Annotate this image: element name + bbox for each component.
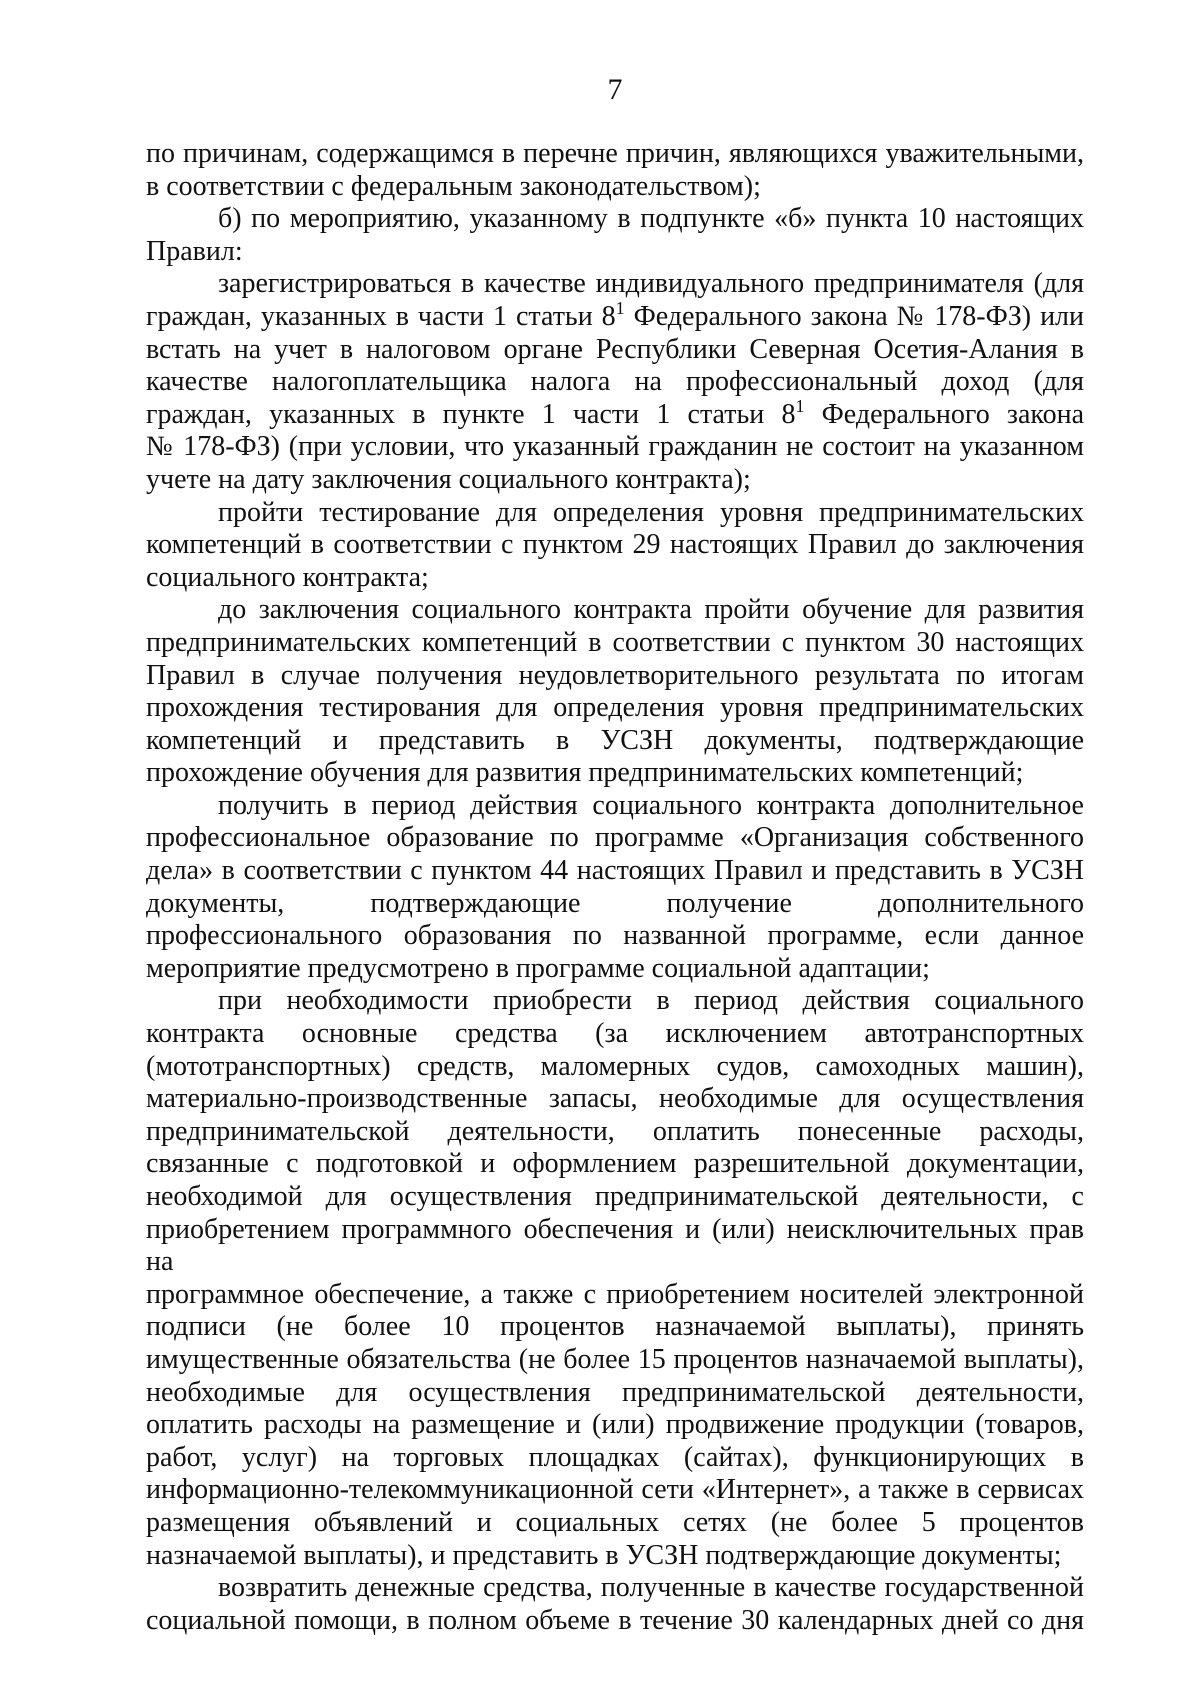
paragraph-acquire-assets xyxy=(146,985,1084,1572)
text-line: необходимой для осуществления предпринимательской деятельности, с xyxy=(146,1181,1084,1212)
text-line: граждан, указанных в части 1 статьи $8^1$ Федерального закона № 178-ФЗ) или xyxy=(146,297,1085,332)
text-line: необходимые для осуществления предпринимательской деятельности, xyxy=(146,1376,1084,1408)
text-line: в соответствии с федеральным законодательством); xyxy=(146,170,761,202)
text-line: до заключения социального контракта пройти обучение для развития xyxy=(218,594,1084,626)
text-line: предпринимательской деятельности, оплатить понесенные расходы, xyxy=(146,1115,1084,1147)
text-line: прохождение обучения для развития предпринимательских компетенций; xyxy=(146,757,1024,789)
text-line: компетенций и представить в УСЗН документы, подтверждающие xyxy=(146,724,1084,756)
paragraph-return-funds xyxy=(146,1572,1084,1637)
text-line: возвратить денежные средства, полученные в качестве государственной xyxy=(218,1572,1084,1604)
text-line: назначаемой выплаты), и представить в УСЗН подтверждающие документы; xyxy=(146,1539,1062,1571)
text-line: материально-производственные запасы, необходимые для осуществления xyxy=(146,1083,1084,1115)
text-line: профессионального образования по названной программе, если данное xyxy=(146,920,1084,952)
text-line: связанные с подготовкой и оформлением разрешительной документации, xyxy=(146,1148,1084,1180)
superscript-one: 1 xyxy=(615,297,625,318)
text-line: зарегистрироваться в качестве индивидуального предпринимателя (для xyxy=(218,268,1084,300)
text-line: контракта основные средства (за исключением автотранспортных xyxy=(146,1018,1084,1050)
superscript-one: 1 xyxy=(795,395,805,416)
text-line: предпринимательских компетенций в соответствии с пунктом 30 настоящих xyxy=(146,626,1084,658)
text-line: пройти тестирование для определения уровня предпринимательских xyxy=(218,496,1084,528)
text-line: прохождения тестирования для определения уровня предпринимательских xyxy=(146,692,1084,724)
text-line: информационно-телекоммуникационной сети «Интернет», а также в сервисах xyxy=(146,1474,1084,1506)
text-line: социальной помощи, в полном объеме в течение 30 календарных дней со дня xyxy=(146,1604,1084,1636)
text-line: оплатить расходы на размещение и (или) продвижение продукции (товаров, xyxy=(146,1409,1084,1441)
text-line: приобретением программного обеспечения и (или) неисключительных прав на xyxy=(146,1213,1084,1278)
text-line: работ, услуг) на торговых площадках (сайтах), функционирующих в xyxy=(146,1441,1084,1473)
page-number: 7 xyxy=(607,73,623,106)
text-line: имущественные обязательства (не более 15 процентов назначаемой выплаты), xyxy=(146,1343,1084,1375)
text-line: социального контракта; xyxy=(146,561,429,593)
text-line: качестве налогоплательщика налога на профессиональный доход (для xyxy=(146,366,1084,398)
text-line: (мототранспортных) средств, маломерных судов, самоходных машин), xyxy=(146,1050,1084,1082)
paragraph-register-entrepreneur xyxy=(146,268,1084,496)
text-line: по причинам, содержащимся в перечне причин, являющихся уважительными, xyxy=(146,138,1084,169)
text-line: профессиональное образование по программе «Организация собственного xyxy=(146,822,1084,854)
text-line: документы, подтверждающие получение дополнительного xyxy=(146,887,1084,919)
text-line: граждан, указанных в пункте 1 части 1 статьи $8^1$ Федерального закона xyxy=(146,395,1085,430)
text-line: компетенций в соответствии с пунктом 29 настоящих Правил до заключения xyxy=(146,529,1084,561)
text-line: размещения объявлений и социальных сетях (не более 5 процентов xyxy=(146,1506,1084,1538)
paragraph-training xyxy=(146,594,1084,790)
text-line: Правил: xyxy=(146,235,243,267)
paragraph-subitem-b xyxy=(146,203,1084,268)
text-line: программное обеспечение, а также с приобретением носителей электронной xyxy=(146,1278,1084,1310)
text-line: подписи (не более 10 процентов назначаемой выплаты), принять xyxy=(146,1311,1084,1343)
text-line: мероприятие предусмотрено в программе социальной адаптации; xyxy=(146,952,930,984)
paragraph-continuation xyxy=(146,138,1084,203)
text-line: б) по мероприятию, указанному в подпункте «б» пункта 10 настоящих xyxy=(218,203,1084,235)
document-body xyxy=(146,138,1084,1637)
text-line: дела» в соответствии с пунктом 44 настоящих Правил и представить в УСЗН xyxy=(146,855,1084,887)
text-line: № 178-ФЗ) (при условии, что указанный гражданин не состоит на указанном xyxy=(146,431,1084,463)
text-line: при необходимости приобрести в период действия социального xyxy=(218,985,1084,1017)
paragraph-professional-education xyxy=(146,790,1084,986)
text-line: учете на дату заключения социального контракта); xyxy=(146,463,751,495)
text-line: встать на учет в налоговом органе Республики Северная Осетия-Алания в xyxy=(146,333,1084,365)
text-line: Правил в случае получения неудовлетворительного результата по итогам xyxy=(146,659,1084,691)
text-line: получить в период действия социального контракта дополнительное xyxy=(218,789,1084,821)
paragraph-testing xyxy=(146,497,1084,595)
